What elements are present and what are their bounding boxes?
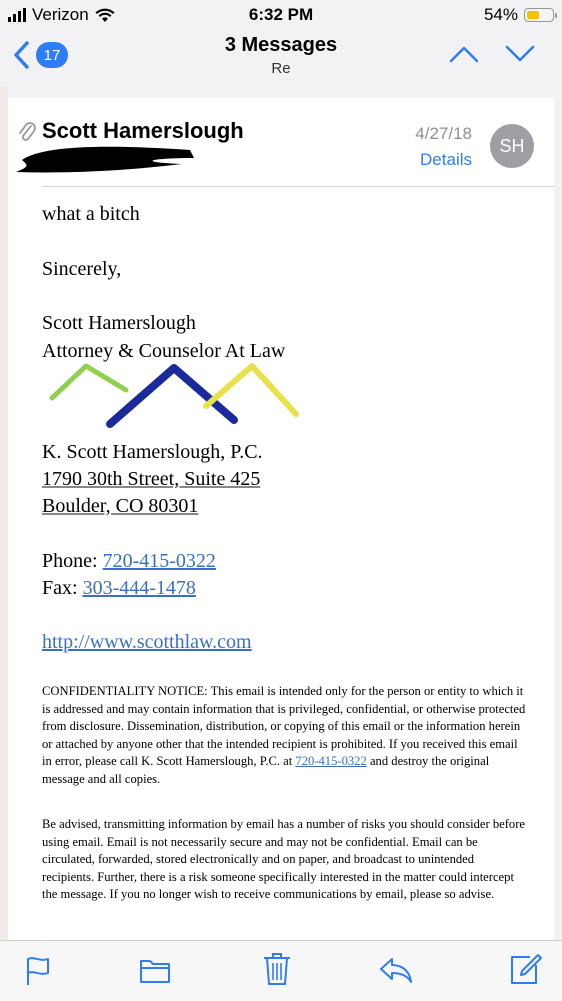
phone-line <box>42 547 216 575</box>
header-divider <box>42 186 554 187</box>
address-line-2[interactable]: Boulder, CO 80301 <box>42 495 199 517</box>
bottom-toolbar <box>0 940 562 1001</box>
website-link[interactable]: http://www.scotthlaw.com <box>42 631 252 653</box>
message-date: 4/27/18 <box>415 124 472 143</box>
email-advisory <box>42 816 528 904</box>
compose-icon[interactable] <box>508 953 542 987</box>
status-time: 6:32 PM <box>248 5 314 24</box>
sender-avatar[interactable]: SH <box>490 124 534 168</box>
fax-label: Fax: <box>42 577 78 599</box>
phone-label: Phone: <box>42 550 98 572</box>
carrier-name: Verizon <box>32 5 89 24</box>
battery-percent: 54% <box>483 5 518 24</box>
fax-link[interactable]: 303-444-1478 <box>82 577 196 599</box>
confidentiality-notice <box>42 683 528 789</box>
battery-fill <box>527 11 539 19</box>
nav-bar <box>0 30 562 86</box>
battery-icon <box>524 8 554 22</box>
flag-icon[interactable] <box>24 955 52 987</box>
page-subtitle: Re <box>271 60 291 77</box>
status-bar <box>0 0 562 30</box>
advisory-text: Be advised, transmitting information by email has a number of risks you should consider before using email. Email is not necessarily secure and may not be confidential. Email can be circulated, forwarded, stored electronically and on paper, and broadcast to unintended recipients. Further, there is a risk someone specifically interested in the matter could intercept the message. If you no longer wish to receive communications by email, please so advise. <box>42 817 526 902</box>
page-title: 3 Messages <box>224 34 338 56</box>
reply-icon[interactable] <box>378 955 414 985</box>
redaction-mark <box>12 140 197 178</box>
signature-title: Attorney & Counselor At Law <box>42 340 286 362</box>
folder-icon[interactable] <box>138 955 172 985</box>
fax-line <box>42 574 196 602</box>
signature-name: Scott Hamerslough <box>42 312 196 334</box>
message-closing: Sincerely, <box>42 258 122 280</box>
address-line-1[interactable]: 1790 30th Street, Suite 425 <box>42 468 261 490</box>
chevron-up-icon[interactable] <box>448 44 480 64</box>
previous-message-edge <box>0 86 8 946</box>
confidentiality-text: CONFIDENTIALITY NOTICE: This email is intended only for the person or entity to which it is addressed and may contain information that is privileged, confidential, or otherwise protected from disclosure. Dissemination, distribution, or copying of this email or the information herein or attached by anyone other that the intended recipient is prohibited. If you received this email in error, please call K. Scott Hamerslough, P.C. at <box>42 684 526 769</box>
unread-count-badge: 17 <box>36 42 68 68</box>
sender-name[interactable]: Scott Hamerslough <box>42 118 244 143</box>
firm-name: K. Scott Hamerslough, P.C. <box>42 441 263 463</box>
confidentiality-phone-link[interactable]: 720-415-0322 <box>295 754 367 769</box>
details-link[interactable]: Details <box>420 150 472 169</box>
confidentiality-text-end: and destroy the original message and all copies. <box>42 754 490 786</box>
chevron-down-icon[interactable] <box>504 44 536 64</box>
firm-logo <box>46 358 306 428</box>
message-greeting: what a bitch <box>42 203 140 225</box>
status-right <box>484 5 554 25</box>
phone-link[interactable]: 720-415-0322 <box>102 550 216 572</box>
trash-icon[interactable] <box>262 951 292 987</box>
